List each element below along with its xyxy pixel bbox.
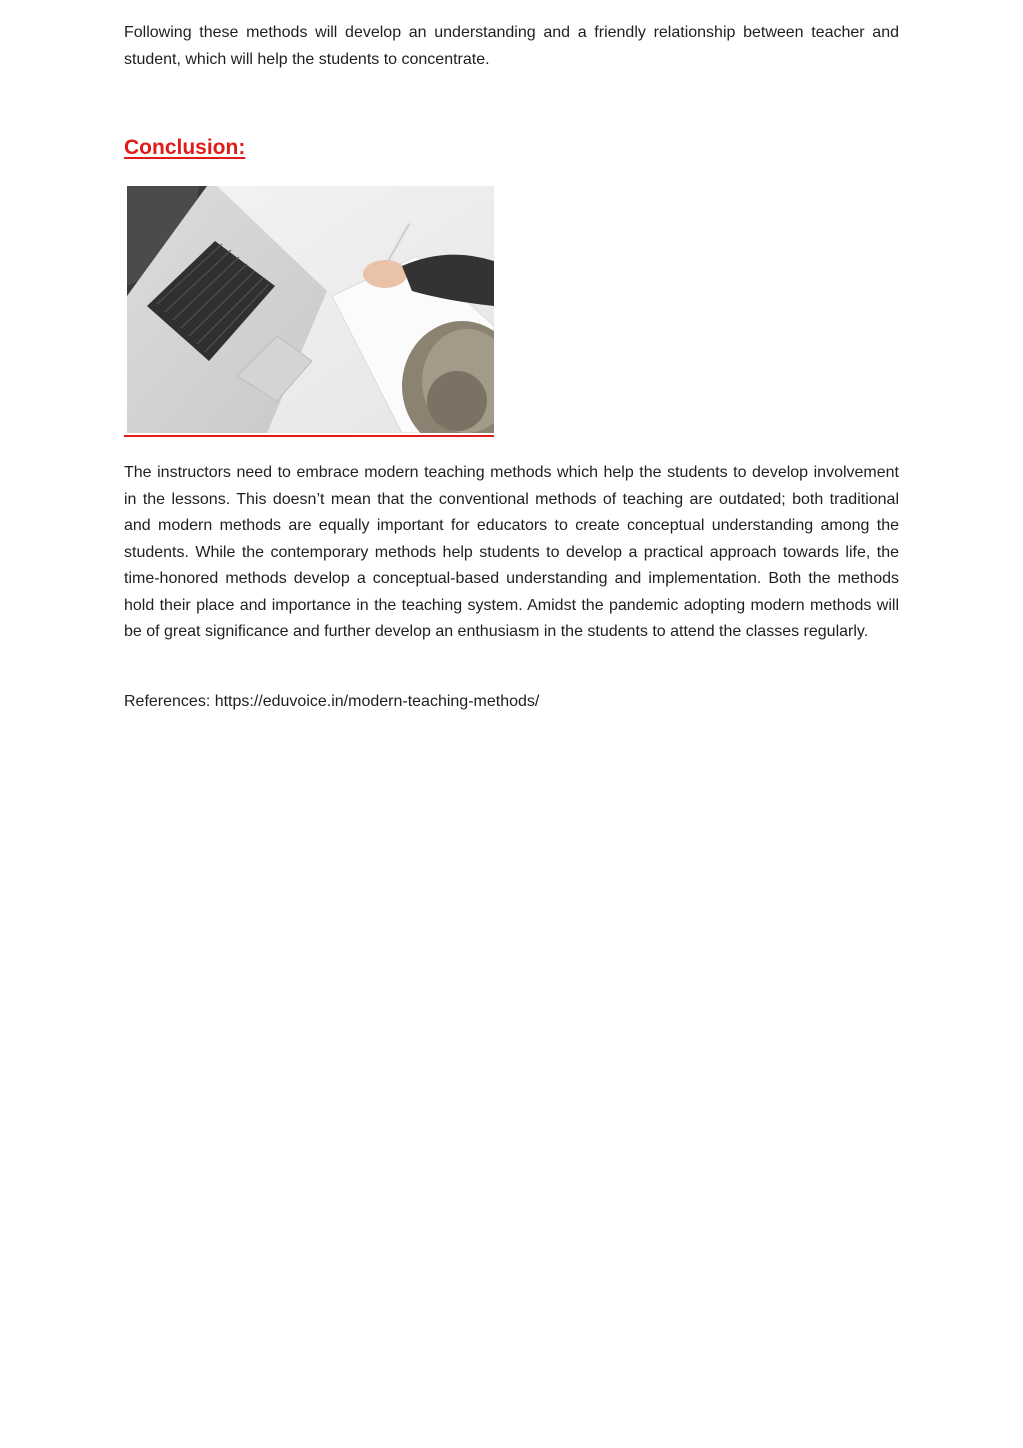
laptop-writing-photo [127, 186, 494, 433]
references-line: References: https://eduvoice.in/modern-teaching-methods/ [124, 693, 540, 710]
intro-paragraph: Following these methods will develop an understanding and a friendly relationship between teacher and student, which will help the students to concentrate. [124, 24, 899, 68]
figure-underline-rule [124, 435, 494, 437]
document-page [124, 18, 899, 710]
laptop-photo-icon [127, 186, 494, 433]
conclusion-heading: Conclusion: [124, 136, 246, 159]
conclusion-paragraph: The instructors need to embrace modern teaching methods which help the students to develop involvement in the lessons. This doesn’t mean that the conventional methods of teaching are outdated; both traditional and modern methods are equally important for educators to create conceptual understanding among the students. While the contemporary methods help students to develop a practical approach towards life, the time-honored methods develop a conceptual-based understanding and implementation. Both the methods hold their place and importance in the teaching system. Amidst the pandemic adopting modern methods will be of great significance and further develop an enthusiasm in the students to attend the classes regularly. [124, 464, 899, 640]
